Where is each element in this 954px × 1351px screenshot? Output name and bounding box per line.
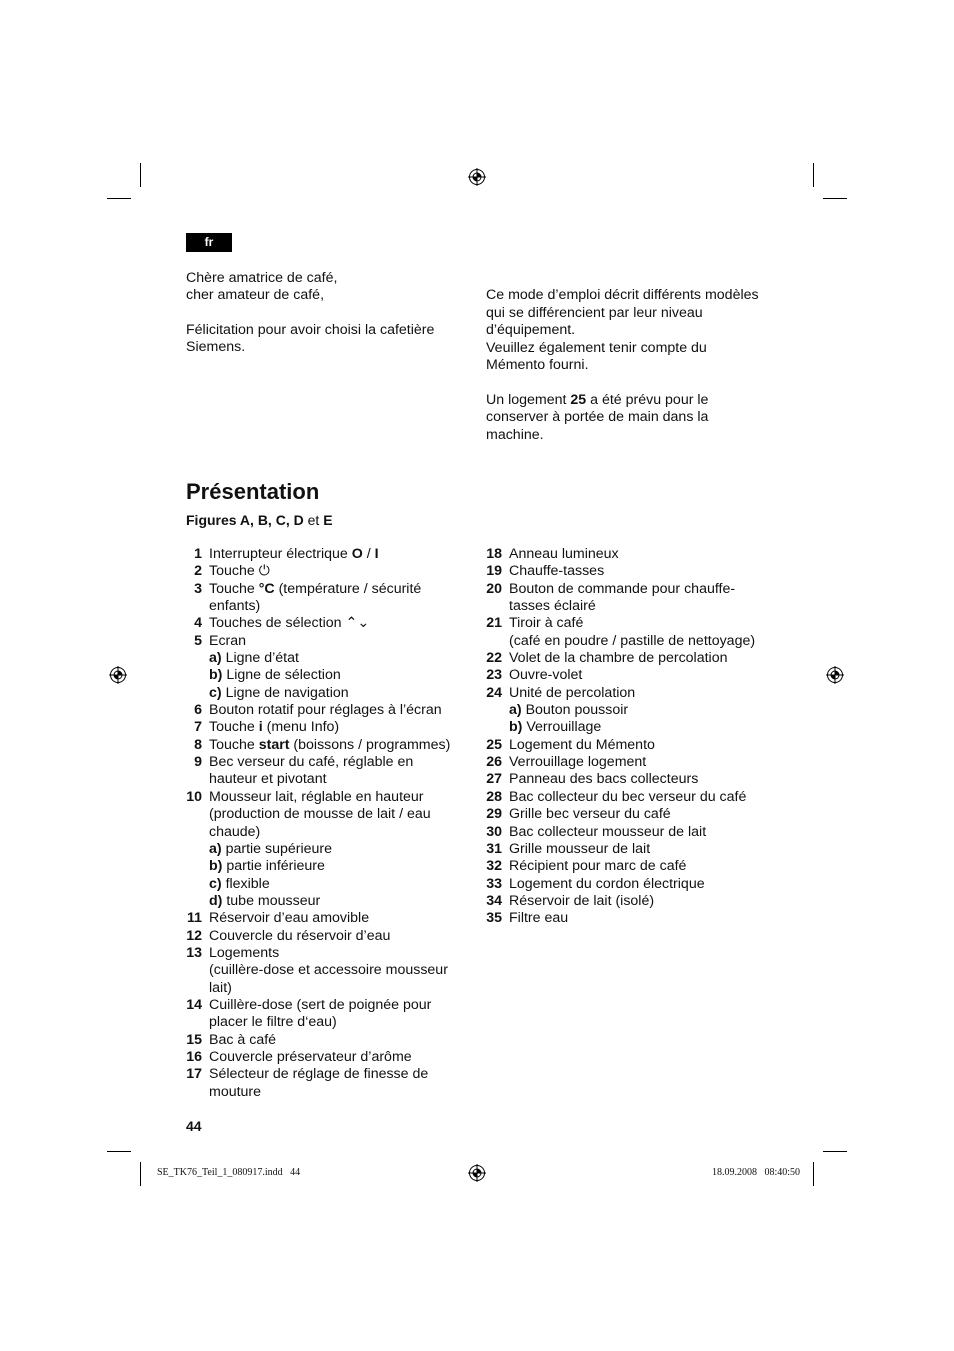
list-item bbox=[186, 737, 471, 754]
figures-reference: Figures A, B, C, D et E bbox=[186, 512, 333, 528]
list-item bbox=[186, 667, 471, 684]
item-text: Grille bec verseur du café bbox=[509, 806, 671, 823]
registration-mark-icon bbox=[468, 1164, 486, 1182]
item-number: 10 bbox=[186, 788, 202, 805]
item-number: 23 bbox=[486, 667, 502, 684]
item-number: 14 bbox=[186, 996, 202, 1013]
list-item bbox=[186, 685, 471, 702]
item-number: 13 bbox=[186, 944, 202, 961]
item-text: Bouton de commande pour chauffe- tasses éclairé bbox=[509, 580, 736, 615]
intro-congratulation: Félicitation pour avoir choisi la cafetière Siemens. bbox=[186, 322, 435, 356]
item-text: Bac à café bbox=[209, 1031, 277, 1048]
list-item bbox=[186, 702, 471, 719]
list-item bbox=[186, 1049, 471, 1066]
item-text: Bec verseur du café, réglable en hauteur et pivotant bbox=[209, 754, 414, 788]
item-number: 5 bbox=[194, 632, 202, 649]
item-text: a) Ligne d’état bbox=[209, 650, 299, 667]
item-number: 27 bbox=[486, 771, 502, 788]
item-number: 19 bbox=[486, 563, 502, 580]
crop-mark bbox=[823, 198, 847, 199]
item-number: 12 bbox=[186, 927, 202, 944]
list-item bbox=[486, 754, 786, 771]
item-text: Bac collecteur du bec verseur du café bbox=[509, 788, 747, 805]
item-number: 34 bbox=[486, 892, 502, 909]
item-text: Bouton rotatif pour réglages à l’écran bbox=[209, 702, 442, 719]
list-item bbox=[486, 667, 786, 684]
item-text: c) Ligne de navigation bbox=[209, 684, 349, 701]
list-item bbox=[186, 841, 471, 858]
item-number: 8 bbox=[194, 736, 202, 753]
list-item bbox=[486, 806, 786, 823]
item-text: d) tube mousseur bbox=[209, 892, 321, 909]
item-number bbox=[186, 858, 202, 875]
item-number: 33 bbox=[486, 875, 502, 892]
language-tab: fr bbox=[186, 233, 232, 252]
item-text: c) flexible bbox=[209, 875, 270, 892]
item-number bbox=[186, 893, 202, 910]
component-list-right bbox=[486, 546, 786, 928]
list-item bbox=[486, 581, 786, 616]
list-item bbox=[486, 702, 786, 719]
item-text: Logement du Mémento bbox=[509, 736, 655, 753]
list-item bbox=[186, 633, 471, 650]
list-item bbox=[186, 910, 471, 927]
list-item bbox=[186, 1032, 471, 1049]
item-number: 2 bbox=[194, 563, 202, 580]
list-item bbox=[486, 771, 786, 788]
list-item bbox=[186, 928, 471, 945]
list-item bbox=[486, 893, 786, 910]
item-text: Unité de percolation bbox=[509, 684, 636, 701]
item-number: 9 bbox=[194, 754, 202, 771]
item-number: 1 bbox=[194, 546, 202, 562]
item-number bbox=[186, 650, 202, 667]
item-number: 20 bbox=[486, 580, 502, 597]
item-number: 7 bbox=[194, 719, 202, 736]
item-number: 25 bbox=[486, 736, 502, 753]
item-number: 22 bbox=[486, 650, 502, 667]
list-item bbox=[186, 876, 471, 893]
page-heading: Présentation bbox=[186, 479, 320, 504]
item-text: Couvercle préservateur d’arôme bbox=[209, 1048, 412, 1065]
item-text: Interrupteur électrique O / I bbox=[209, 546, 379, 562]
crop-mark bbox=[813, 1162, 814, 1186]
item-text: b) Verrouillage bbox=[509, 719, 602, 736]
item-text: Mousseur lait, réglable en hauteur (production de mousse de lait / eau chaude) bbox=[209, 788, 431, 840]
item-number: 29 bbox=[486, 806, 502, 823]
list-item bbox=[486, 824, 786, 841]
item-text: Anneau lumineux bbox=[509, 546, 619, 562]
item-number: 6 bbox=[194, 702, 202, 719]
item-number: 32 bbox=[486, 858, 502, 875]
item-number: 30 bbox=[486, 823, 502, 840]
item-text: Panneau des bacs collecteurs bbox=[509, 771, 699, 788]
item-number bbox=[486, 719, 502, 736]
list-item bbox=[486, 858, 786, 875]
item-text: Récipient pour marc de café bbox=[509, 858, 687, 875]
item-text: Ouvre-volet bbox=[509, 667, 583, 684]
item-number bbox=[186, 841, 202, 858]
list-item bbox=[486, 737, 786, 754]
item-text: Touches de sélection ⌃⌄ bbox=[209, 615, 370, 632]
list-item bbox=[486, 910, 786, 927]
crop-mark bbox=[140, 163, 141, 187]
list-item bbox=[186, 1066, 471, 1101]
registration-mark-icon bbox=[468, 168, 486, 186]
list-item bbox=[486, 841, 786, 858]
symbol-icon: ⏻ bbox=[258, 563, 270, 580]
list-item bbox=[486, 650, 786, 667]
item-text: Bac collecteur mousseur de lait bbox=[509, 823, 707, 840]
list-item bbox=[486, 789, 786, 806]
item-number: 3 bbox=[194, 580, 202, 597]
list-item bbox=[486, 615, 786, 650]
item-number: 28 bbox=[486, 788, 502, 805]
item-text: a) Bouton poussoir bbox=[509, 702, 629, 719]
intro-right-text: Ce mode d’emploi décrit différents modèles qui se différencient par leur niveau d’équipement. Veuillez également tenir compte du Mémento fourni. bbox=[486, 287, 759, 374]
item-number: 18 bbox=[486, 546, 502, 562]
item-text: Touche °C (température / sécurité enfants) bbox=[209, 580, 422, 615]
item-number bbox=[186, 667, 202, 684]
intro-greeting: Chère amatrice de café, cher amateur de café, bbox=[186, 270, 338, 304]
item-text: Logement du cordon électrique bbox=[509, 875, 705, 892]
item-text: b) Ligne de sélection bbox=[209, 667, 341, 684]
crop-mark bbox=[107, 198, 131, 199]
list-item bbox=[186, 615, 471, 632]
symbol-icon: ⌃⌄ bbox=[345, 615, 370, 632]
item-text: b) partie inférieure bbox=[209, 858, 325, 875]
crop-mark bbox=[813, 163, 814, 187]
list-item bbox=[486, 563, 786, 580]
item-text: Cuillère-dose (sert de poignée pour placer le filtre d‘eau) bbox=[209, 996, 432, 1031]
item-text: a) partie supérieure bbox=[209, 840, 333, 857]
item-text: Volet de la chambre de percolation bbox=[509, 650, 728, 667]
list-item bbox=[486, 685, 786, 702]
crop-mark bbox=[140, 1162, 141, 1186]
item-text: Logements (cuillère-dose et accessoire mousseur lait) bbox=[209, 944, 448, 996]
list-item bbox=[186, 719, 471, 736]
item-number bbox=[186, 685, 202, 702]
list-item bbox=[186, 754, 471, 789]
page-number: 44 bbox=[186, 1118, 202, 1134]
list-item bbox=[186, 945, 471, 997]
list-item bbox=[186, 650, 471, 667]
item-text: Ecran bbox=[209, 632, 247, 649]
list-item bbox=[186, 893, 471, 910]
list-item bbox=[486, 546, 786, 563]
item-text: Chauffe-tasses bbox=[509, 563, 605, 580]
list-item bbox=[186, 546, 471, 563]
item-number: 31 bbox=[486, 840, 502, 857]
registration-mark-icon bbox=[826, 666, 844, 684]
item-number: 26 bbox=[486, 754, 502, 771]
registration-mark-icon bbox=[109, 666, 127, 684]
list-item bbox=[186, 563, 471, 580]
crop-mark bbox=[107, 1151, 131, 1152]
item-text: Sélecteur de réglage de finesse de mouture bbox=[209, 1066, 429, 1100]
footer-filename: SE_TK76_Teil_1_080917.indd 44 bbox=[157, 1167, 301, 1178]
crop-mark bbox=[823, 1151, 847, 1152]
item-number: 17 bbox=[186, 1066, 202, 1083]
list-item bbox=[486, 719, 786, 736]
item-text: Touche start (boissons / programmes) bbox=[209, 736, 451, 753]
list-item bbox=[186, 581, 471, 616]
intro-right-text: Un logement bbox=[486, 391, 571, 408]
item-text: Grille mousseur de lait bbox=[509, 840, 651, 857]
item-number: 15 bbox=[186, 1031, 202, 1048]
intro-right-text: a été prévu pour le conserver à portée de main dans la machine. bbox=[486, 391, 709, 443]
item-number: 21 bbox=[486, 615, 502, 632]
item-number: 11 bbox=[187, 910, 202, 927]
item-text: Verrouillage logement bbox=[509, 754, 647, 771]
item-text: Réservoir d’eau amovible bbox=[209, 910, 370, 927]
list-item bbox=[486, 876, 786, 893]
item-text: Touche i (menu Info) bbox=[209, 719, 340, 736]
list-item bbox=[186, 858, 471, 875]
footer-timestamp: 18.09.2008 08:40:50 bbox=[712, 1167, 801, 1178]
item-number: 24 bbox=[486, 684, 502, 701]
item-text: Tiroir à café (café en poudre / pastille de nettoyage) bbox=[509, 615, 756, 649]
item-number bbox=[186, 876, 202, 893]
intro-right bbox=[486, 270, 786, 444]
item-text: Filtre eau bbox=[509, 910, 569, 927]
item-number bbox=[486, 702, 502, 719]
list-item bbox=[186, 789, 471, 841]
item-text: Réservoir de lait (isolé) bbox=[509, 892, 655, 909]
item-number: 16 bbox=[186, 1048, 202, 1065]
component-list-left bbox=[186, 546, 471, 1101]
intro-right-bold: 25 bbox=[570, 391, 587, 408]
list-item bbox=[186, 997, 471, 1032]
item-number: 4 bbox=[194, 615, 202, 632]
item-number: 35 bbox=[486, 910, 502, 927]
item-text: Touche ⏻ bbox=[209, 563, 270, 580]
item-text: Couvercle du réservoir d’eau bbox=[209, 927, 391, 944]
